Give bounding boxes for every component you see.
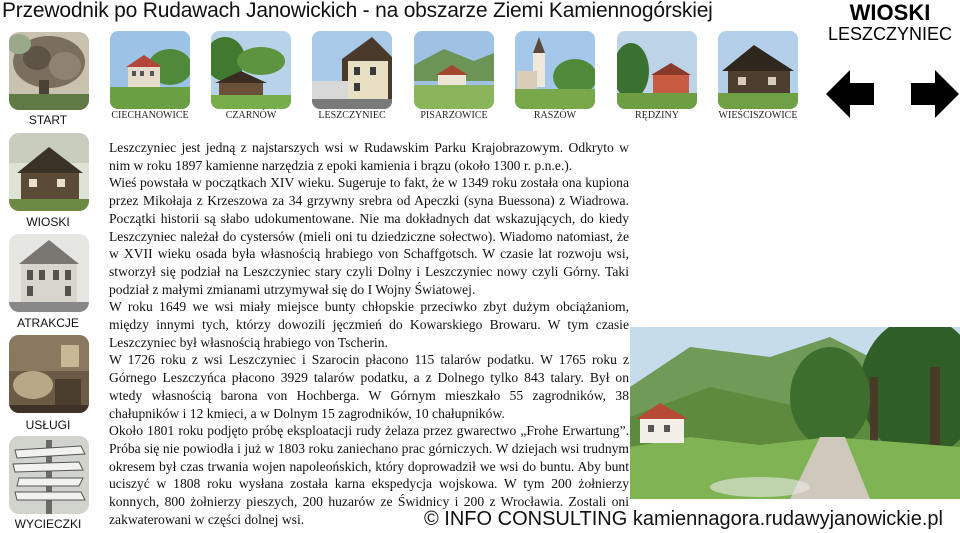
atrakcje-thumbnail bbox=[9, 234, 89, 312]
village-photo bbox=[630, 327, 960, 499]
right-arrow-icon bbox=[909, 70, 959, 118]
page-title: Przewodnik po Rudawach Janowickich - na obszarze Ziemi Kamiennogórskiej bbox=[2, 0, 713, 22]
section-subtitle: LESZCZYNIEC bbox=[827, 24, 953, 44]
start-thumbnail bbox=[9, 32, 89, 110]
village-label-pisarzowice[interactable]: PISARZOWICE bbox=[420, 110, 488, 121]
sidebar-item-label: USŁUGI bbox=[25, 418, 71, 432]
wycieczki-thumbnail bbox=[9, 436, 89, 514]
village-label-leszczyniec[interactable]: LESZCZYNIEC bbox=[318, 110, 386, 121]
village-thumb-redziny[interactable] bbox=[617, 31, 697, 109]
wioski-thumbnail bbox=[9, 133, 89, 211]
village-label-raszow[interactable]: RASZÓW bbox=[533, 110, 577, 121]
village-thumb-czarnow[interactable] bbox=[211, 31, 291, 109]
village-thumb-pisarzowice[interactable] bbox=[414, 31, 494, 109]
village-thumb-wiesciszowice[interactable] bbox=[718, 31, 798, 109]
paragraph: W roku 1649 we wsi miały miejsce bunty chłopskie przeciwko zbyt dużym obciążaniom, między innymi tych, którzy dowozili jęczmień do Kowarskiego Browaru. W tym czasie Leszczyniec był własnością hrabiego von Tscherin. bbox=[109, 299, 629, 350]
next-page-button[interactable] bbox=[909, 70, 959, 118]
footer-copyright: © INFO CONSULTING kamiennagora.rudawyjanowickie.pl bbox=[424, 508, 943, 530]
left-arrow-icon bbox=[826, 70, 876, 118]
village-label-redziny[interactable]: RĘDZINY bbox=[635, 110, 679, 121]
village-label-ciechanowice[interactable]: CIECHANOWICE bbox=[111, 110, 189, 121]
paragraph: Około 1801 roku podjęto próbę eksploatacji rudy żelaza przez gwarectwo „Frohe Erwartung”. Próba się nie powiodła i już w 1803 roku zaniechano prac górniczych. W dziejach wsi trudnym okresem był czas trwania wojen napoleońskich, który doprowadził we wsi do buntu. Aby bunt uciszyć w 1808 roku wysłana została karna ekspedycja wojskowa. W tym 200 żołnierzy konnych, 800 żołnierzy pieszych, 200 huzarów ze Świdnicy i 200 z Wrocławia. Zostali oni zakwaterowani w części dolnej wsi. bbox=[109, 423, 629, 527]
sidebar-item-label: WIOSKI bbox=[26, 215, 70, 229]
village-thumb-leszczyniec[interactable] bbox=[312, 31, 392, 109]
paragraph: W 1726 roku z wsi Leszczyniec i Szarocin płacono 115 talarów podatku. W 1765 roku z Górnego Leszczyńca płacono 3929 talarów podatku, a z Dolnego tylko 843 talary. Był on wtedy własnością barona von Hochberga. W Górnym mieszkało 55 zagrodników, 38 chałupników i 12 kmieci, a w Dolnym 15 zagrodników, 10 chałupników. bbox=[109, 352, 629, 421]
village-thumb-raszow[interactable] bbox=[515, 31, 595, 109]
village-label-wiesciszowice[interactable]: WIEŚCISZOWICE bbox=[718, 110, 798, 121]
uslugi-thumbnail bbox=[9, 335, 89, 413]
section-title: WIOSKI bbox=[849, 0, 931, 25]
paragraph: Wieś powstała w początkach XIV wieku. Sugeruje to fakt, że w 1349 roku została ona kupiona przez Mikołaja z Krzeszowa za 34 grzywny srebra od Apeczki (syna Buessona) z Wiadrowa. Początki historii są słabo udokumentowane. Nie ma dokładnych dat wskazujących, do kiedy Leszczyniec należał do cystersów (mieli oni tu dziedziczne sołectwo). Wiadomo natomiast, że w XVII wieku osada była własnością hrabiego von Schaffgotsch. W czasie lat rozwoju wsi, stworzył się podział na Leszczyniec stary czyli Dolny i Leszczyniec nowy czyli Górny. Taki podział z małymi zmianami utrzymywał się do I Wojny Światowej. bbox=[109, 175, 629, 297]
paragraph: Leszczyniec jest jedną z najstarszych wsi w Rudawskim Parku Krajobrazowym. Odkryto w nim w roku 1897 kamienne narzędzia z epoki kamienia i brązu (około 1300 r. p.n.e.). bbox=[109, 140, 629, 173]
sidebar-item-label: WYCIECZKI bbox=[14, 517, 82, 531]
village-thumb-ciechanowice[interactable] bbox=[110, 31, 190, 109]
sidebar-item-label: ATRAKCJE bbox=[17, 316, 79, 330]
village-label-czarnow[interactable]: CZARNÓW bbox=[225, 110, 277, 121]
sidebar-item-label: START bbox=[28, 113, 68, 127]
section-heading bbox=[820, 0, 960, 43]
prev-page-button[interactable] bbox=[826, 70, 876, 118]
